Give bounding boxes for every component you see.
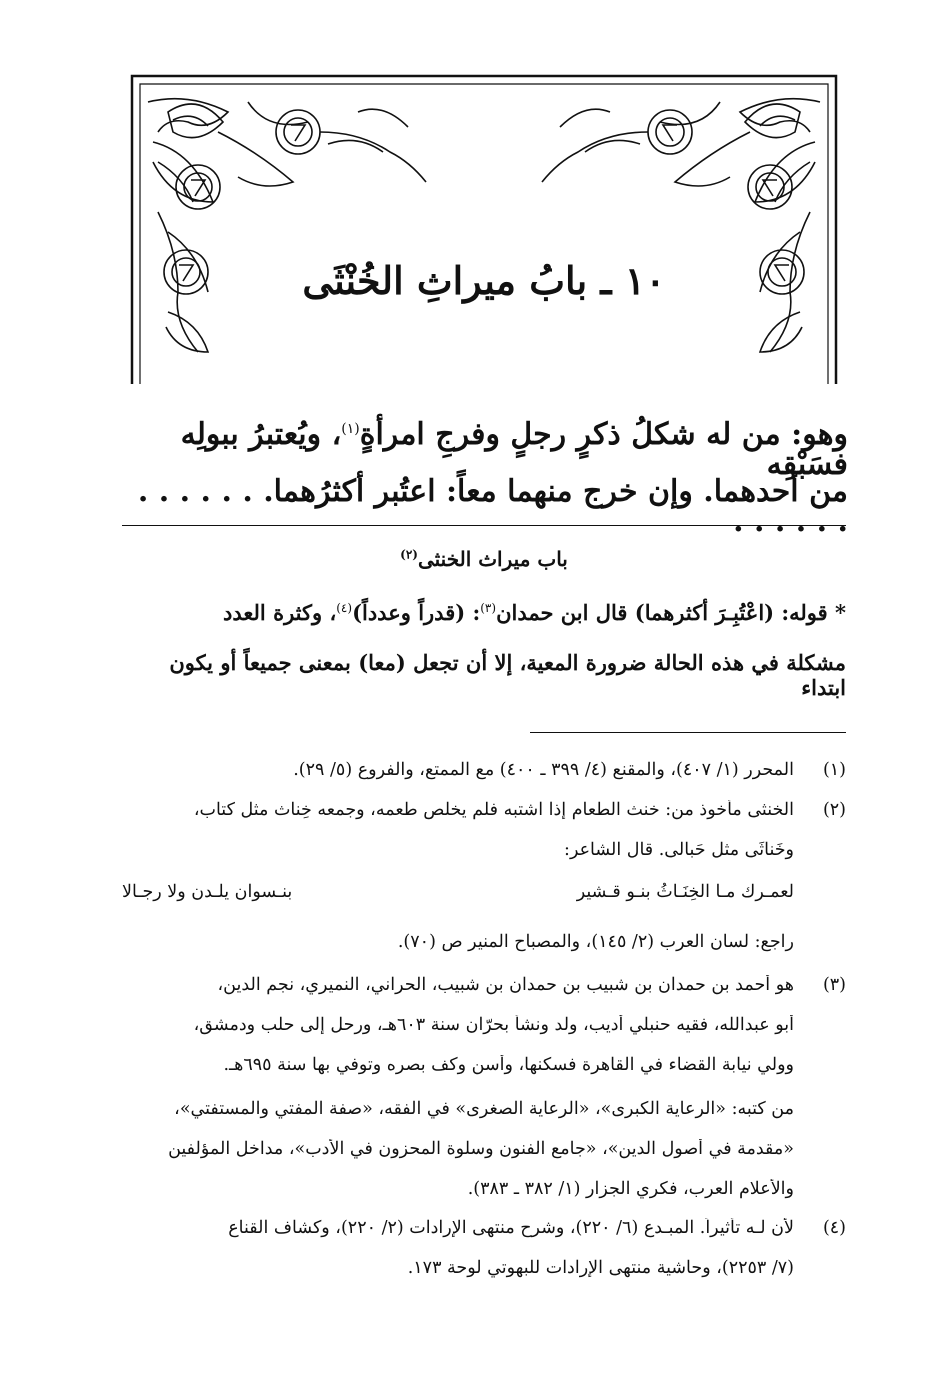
footnote-ref: (١) xyxy=(341,421,360,437)
poem-hemistich-2: بنـسوان يلـدن ولا رجـالا xyxy=(122,882,293,902)
footnote-ref: (٢) xyxy=(400,547,418,562)
footnote-line: المحرر (١/ ٤٠٧)، والمقنع (٤/ ٣٩٩ ـ ٤٠٠) مع الممتع، والفروع (٥/ ٢٩). xyxy=(293,760,794,780)
footnote-line: وولي نيابة القضاء في القاهرة فسكنها، وأسن وكف بصره وتوفي بها سنة ٦٩٥هـ. xyxy=(223,1055,794,1075)
footnote-line: «مقدمة في أصول الدين»، «جامع الفنون وسلوة المحزون في الأدب»، مداخل المؤلفين xyxy=(168,1139,794,1159)
footnote-number: (٢) xyxy=(822,800,846,820)
matn-text: ، ويُعتبرُ ببولِه فسَبْقِه xyxy=(180,417,848,482)
footnote-ref: (٤) xyxy=(336,601,353,615)
footnote-4 xyxy=(122,1218,846,1288)
ornamental-header-frame xyxy=(128,72,840,384)
chapter-title: ١٠ ـ بابُ ميراثِ الخُنْثَى xyxy=(302,258,666,303)
footnote-number: (٣) xyxy=(822,975,846,995)
footnote-line: وخَناثَى مثل حَبالى. قال الشاعر: xyxy=(564,840,794,860)
footnote-2-source xyxy=(122,932,846,956)
matn-line-1 xyxy=(118,417,848,482)
commentary-line-2: مشكلة في هذه الحالة ضرورة المعية، إلا أن تجعل (معا) بمعنى جميعاً أو يكون ابتداء xyxy=(169,650,846,700)
poem-verse xyxy=(122,882,794,908)
matn-text: وهو: من له شكلُ ذكرٍ رجلٍ وفرجِ امرأةٍ xyxy=(359,417,848,452)
footnote-line: أبو عبدالله، فقيه حنبلي أديب، ولد ونشأ بحرّان سنة ٦٠٣هـ، ورحل إلى حلب ودمشق، xyxy=(193,1015,794,1035)
footnote-line: من كتبه: «الرعاية الكبرى»، «الرعاية الصغرى» في الفقه، «صفة المفتي والمستفتي»، xyxy=(174,1099,794,1119)
footnote-line: هو أحمد بن حمدان بن شبيب بن حمدان بن شبيب، الحراني، النميري، نجم الدين، xyxy=(217,975,794,995)
poem-hemistich-1: لعمـرك مـا الخِنَـاثُ بنـو قـشير xyxy=(576,882,794,902)
commentary-text: : (قدراً وعدداً) xyxy=(352,600,481,625)
footnote-2 xyxy=(122,800,846,860)
footnote-divider xyxy=(530,732,846,733)
footnote-number: (١) xyxy=(822,760,846,780)
main-divider xyxy=(122,525,846,526)
commentary-heading xyxy=(122,547,846,571)
footnote-ref: (٣) xyxy=(480,601,497,615)
footnote-line: والأعلام العرب، فكري الجزار (١/ ٣٨٢ ـ ٣٨٣). xyxy=(467,1179,794,1199)
footnote-line: لأن لـه تأثيراً. المبـدع (٦/ ٢٢٠)، وشرح منتهى الإرادات (٢/ ٢٢٠)، وكشاف القناع xyxy=(228,1218,794,1238)
footnote-line: (٧/ ٢٢٥٣)، وحاشية منتهى الإرادات للبهوتي لوحة ١٧٣. xyxy=(407,1258,794,1278)
footnote-1 xyxy=(122,760,846,784)
footnote-line: راجع: لسان العرب (٢/ ١٤٥)، والمصباح المنير ص (٧٠). xyxy=(397,932,794,952)
commentary-line-1 xyxy=(122,600,846,625)
commentary-text: ، وكثرة العدد xyxy=(223,600,337,625)
footnote-3 xyxy=(122,975,846,1205)
footnote-number: (٤) xyxy=(822,1218,846,1238)
commentary-text: * قوله: (اعْتُبِـرَ أكثرهما) قال ابن حمدان xyxy=(496,600,846,625)
commentary-heading-text: باب ميراث الخنثى xyxy=(417,547,568,571)
matn-line-2: من أحدهما. وإن خرج منهما معاً: اعتُبر أكثرُهما. . . . . . . . . . . . . xyxy=(137,474,848,539)
footnote-line: الخنثى مأخوذ من: خنث الطعام إذا اشتبه فلم يخلص طعمه، وجمعه خِناث مثل كتاب، xyxy=(193,800,794,820)
